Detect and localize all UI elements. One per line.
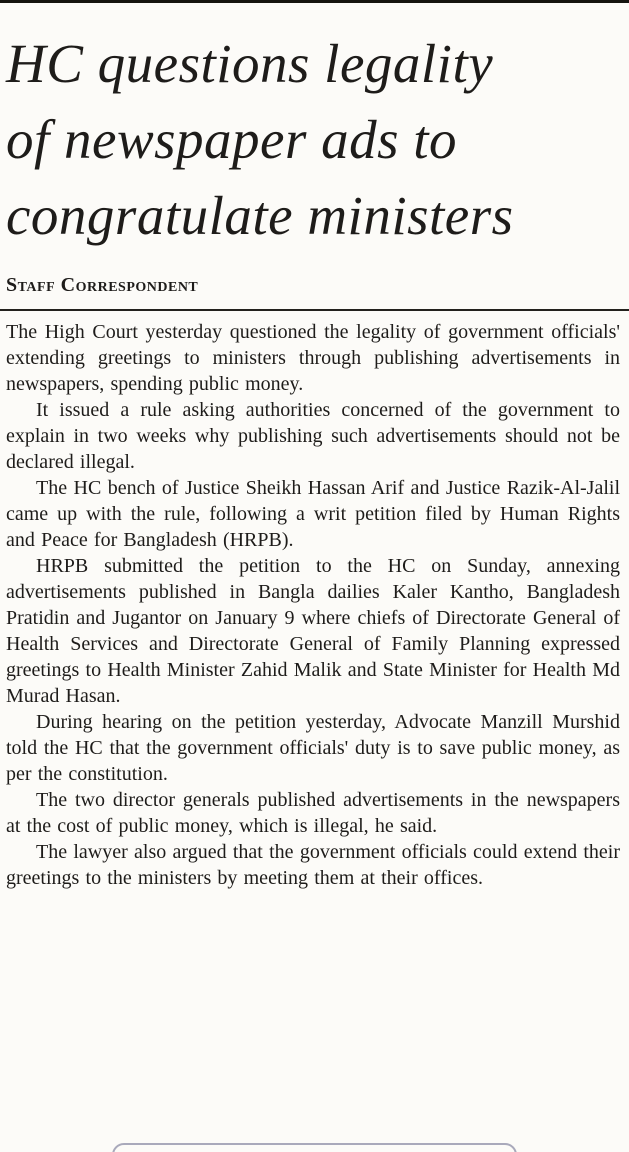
top-rule <box>0 0 629 3</box>
byline-divider <box>0 309 629 311</box>
paragraph: The High Court yesterday questioned the legality of government officials' extending greetings to ministers through publishing advertisements in newspapers, spending public money. <box>6 321 620 395</box>
paragraph: The HC bench of Justice Sheikh Hassan Arif and Justice Razik-Al-Jalil came up with the rule, following a writ petition filed by Human Rights and Peace for Bangladesh (HRPB). <box>6 477 620 551</box>
paragraph: The two director generals published advertisements in the newspapers at the cost of public money, which is illegal, he said. <box>6 789 620 837</box>
paragraph: During hearing on the petition yesterday, Advocate Manzill Murshid told the HC that the government officials' duty is to save public money, as per the constitution. <box>6 711 620 785</box>
headline-line-1: HC questions legality <box>6 33 494 94</box>
headline-line-3: congratulate ministers <box>6 185 514 246</box>
cropped-box-outline <box>112 1143 517 1152</box>
paragraph: HRPB submitted the petition to the HC on Sunday, annexing advertisements published in Bangla dailies Kaler Kantho, Bangladesh Pratidin and Jugantor on January 9 where chiefs of Directorate General of Health Services and Directorate General of Family Planning expressed greetings to Health Minister Zahid Malik and State Minister for Health Md Murad Hasan. <box>6 555 620 707</box>
article-headline <box>6 26 619 254</box>
headline-line-2: of newspaper ads to <box>6 109 458 170</box>
paragraph: It issued a rule asking authorities concerned of the government to explain in two weeks why publishing such advertisements should not be declared illegal. <box>6 399 620 473</box>
article-body <box>6 319 620 891</box>
paragraph: The lawyer also argued that the government officials could extend their greetings to the ministers by meeting them at their offices. <box>6 841 620 889</box>
byline: Staff Correspondent <box>6 274 199 296</box>
